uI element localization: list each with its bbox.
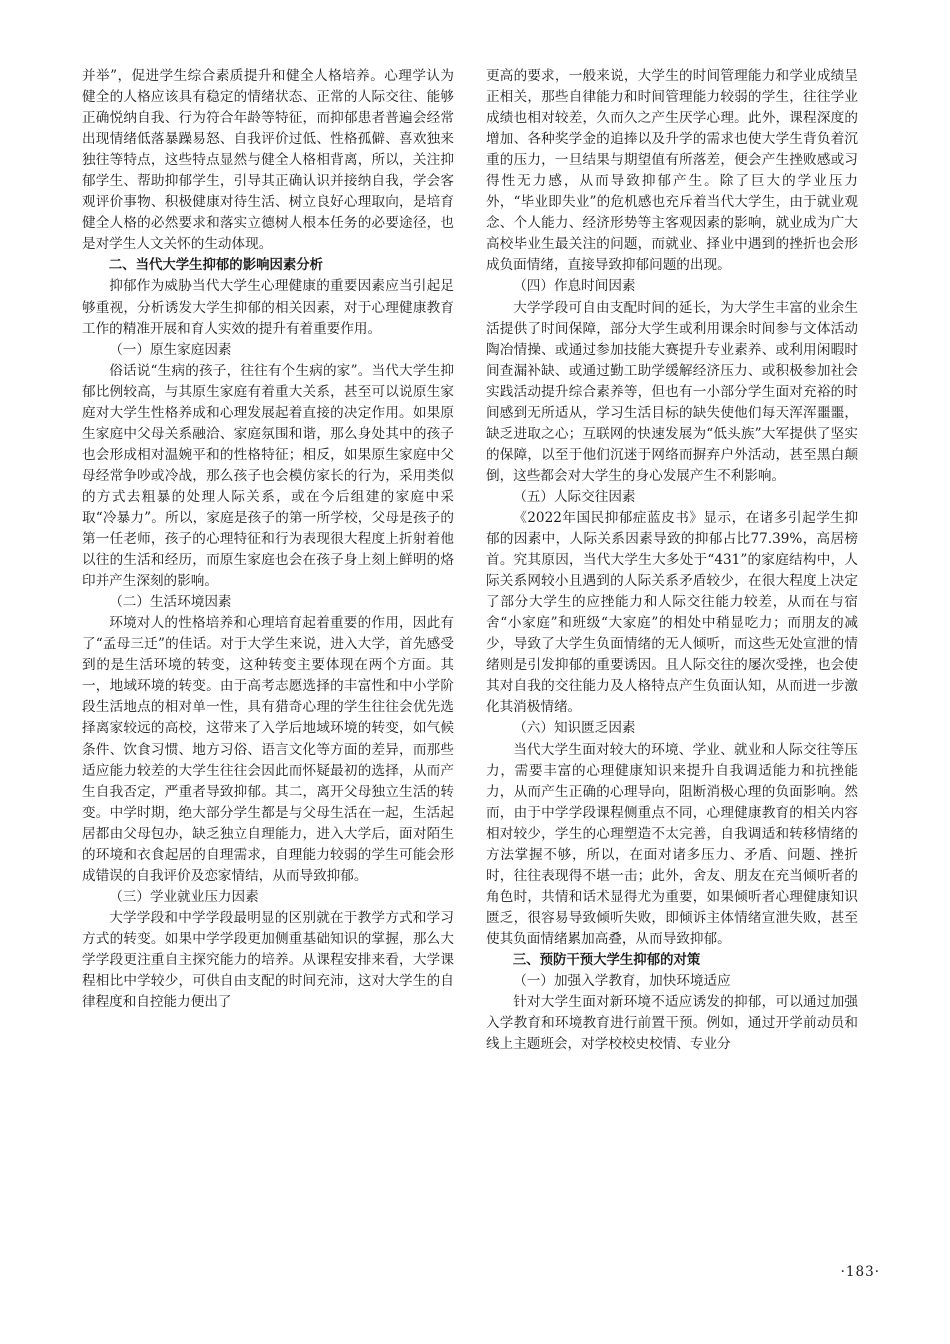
- section-heading-2: 二、当代大学生抑郁的影响因素分析: [108, 258, 324, 274]
- page-number: ·183·: [840, 1264, 880, 1280]
- right-column: [486, 66, 858, 1055]
- body-paragraph: 当代大学生面对较大的环境、学业、就业和人际交往等压力，需要丰富的心理健康知识来提升自我调适能力和抗挫能力，从而产生正确的心理导向，阻断消极心理的负面影响。然而，由于中学学段课程侧重点不同，心理健康教育的相关内容相对较少，学生的心理塑造不太完善，自我调适和转移情绪的方法掌握不够，所以，在面对诸多压力、矛盾、问题、挫折时，往往表现得不堪一击；此外，舍友、朋友在充当倾听者的角色时，共情和话术显得尤为重要，如果倾听者心理健康知识匮乏，很容易导致倾听失败，即倾诉主体情绪宣泄失败，甚至使其负面情绪累加高叠，从而导致抑郁。: [486, 741, 858, 947]
- subsection-heading-4: （四）作息时间因素: [513, 278, 636, 295]
- body-paragraph: 《2022年国民抑郁症蓝皮书》显示，在诸多引起学生抑郁的因素中，人际关系因素导致的抑郁占比77.39%，高居榜首。究其原因，当代大学生大多处于“431”的家庭结构中，人际关系网较小且遇到的人际关系矛盾较少，在很大程度上决定了部分大学生的应挫能力和人际交往能力较差，从而在与宿舍“小家庭”和班级“大家庭”的相处中稍显吃力；而朋友的减少，导致了大学生负面情绪的无人倾听，而这些无处宣泄的情绪则是引发抑郁的重要诱因。且人际交往的屡次受挫，也会使其对自我的交往能力及人格特点产生负面认知，从而进一步激化其消极情绪。: [486, 509, 858, 716]
- left-column: [82, 66, 454, 1013]
- subsection-heading-6: （六）知识匮乏因素: [513, 720, 636, 737]
- body-paragraph: 俗话说“生病的孩子，往往有个生病的家”。当代大学生抑郁比例较高，与其原生家庭有着重大关系，甚至可以说原生家庭对大学生性格养成和心理发展起着直接的决定作用。如果原生家庭中父母关系融洽、家庭氛围和谐，那么身处其中的孩子也会形成相对温婉平和的性格特征；相反，如果原生家庭中父母经常争吵或冷战，那么孩子也会模仿家长的行为，采用类似的方式去粗暴的处理人际关系，或在今后组建的家庭中采取“冷暴力”。所以，家庭是孩子的第一所学校，父母是孩子的第一任老师，孩子的心理特征和行为表现很大程度上折射着他以往的生活和经历，而原生家庭也会在孩子身上刻上鲜明的烙印并产生深刻的影响。: [82, 362, 454, 590]
- body-paragraph: 抑郁作为威胁当代大学生心理健康的重要因素应当引起足够重视，分析诱发大学生抑郁的相关因素，对于心理健康教育工作的精准开展和育人实效的提升有着重要作用。: [82, 278, 454, 337]
- subsection-heading-1: （一）原生家庭因素: [109, 341, 232, 358]
- body-paragraph: 大学学段和中学学段最明显的区别就在于教学方式和学习方式的转变。如果中学学段更加侧重基础知识的掌握，那么大学学段更注重自主探究能力的培养。从课程安排来看，大学课程相比中学较少，可供自由支配的时间充沛，这对大学生的自律程度和自控能力便出了: [82, 909, 454, 1011]
- subsection-heading-3: （三）学业就业压力因素: [109, 888, 259, 905]
- section-heading-3: 三、预防干预大学生抑郁的对策: [512, 952, 701, 968]
- subsection-heading-2: （二）生活环境因素: [109, 594, 232, 611]
- subsection-heading-7: （一）加强入学教育，加快环境适应: [513, 973, 731, 990]
- body-paragraph: 大学学段可自由支配时间的延长，为大学生丰富的业余生活提供了时间保障，部分大学生或利用课余时间参与文体活动陶冶情操、或通过参加技能大赛提升专业素养、或利用闲暇时间查漏补缺、或通过勤工助学缓解经济压力、或积极参加社会实践活动提升综合素养等，但也有一小部分学生面对充裕的时间感到无所适从，学习生活目标的缺失使他们每天浑浑噩噩，缺乏进取之心；互联网的快速发展为“低头族”大军提供了坚实的保障，以至于他们沉迷于网络而摒弃户外活动，甚至黑白颠倒，这些都会对大学生的身心发展产生不利影响。: [486, 299, 858, 484]
- body-paragraph: 环境对人的性格培养和心理培育起着重要的作用，因此有了“孟母三迁”的佳话。对于大学生来说，进入大学，首先感受到的是生活环境的转变，这种转变主要体现在两个方面。其一，地域环境的转变。由于高考志愿选择的丰富性和中小学阶段生活地点的相对单一性，具有猎奇心理的学生往往会优先选择离家较远的高校，这带来了入学后地域环境的转变，如气候条件、饮食习惯、地方习俗、语言文化等方面的差异，而那些适应能力较差的大学生往往会因此而怀疑最初的选择，从而产生自我否定，严重者导致抑郁。其二，离开父母独立生活的转变。中学时期，绝大部分学生都是与父母生活在一起，生活起居都由父母包办，缺乏独立自理能力，进入大学后，面对陌生的环境和衣食起居的自理需求，自理能力较弱的学生可能会形成错误的自我评价及恋家情结，从而导致抑郁。: [82, 615, 454, 884]
- subsection-heading-5: （五）人际交往因素: [513, 488, 636, 505]
- body-paragraph: 更高的要求，一般来说，大学生的时间管理能力和学业成绩呈正相关，那些自律能力和时间管理能力较弱的学生，往往学业成绩也相对较差，久而久之产生厌学心理。此外，课程深度的增加、各种奖学金的追捧以及升学的需求也使大学生背负着沉重的压力，一旦结果与期望值有所落差，便会产生挫败感或习得性无力感，从而导致抑郁产生。除了巨大的学业压力外，“毕业即失业”的危机感也充斥着当代大学生，由于就业观念、个人能力、经济形势等主客观因素的影响，就业成为广大高校毕业生最关注的问题，而就业、择业中遇到的挫折也会形成负面情绪，直接导致抑郁问题的出现。: [486, 68, 858, 274]
- body-paragraph: 并举”，促进学生综合素质提升和健全人格培养。心理学认为健全的人格应该具有稳定的情绪状态、正常的人际交往、能够正确悦纳自我、行为符合年龄等特征，而抑郁患者普遍会经常出现情绪低落暴躁易怒、自我评价过低、性格孤僻、喜欢独来独往等特点，这些特点显然与健全人格相背离，所以，关注抑郁学生、帮助抑郁学生，引导其正确认识并接纳自我，学会客观评价事物、积极健康对待生活、树立良好心理取向，是培育健全人格的必然要求和落实立德树人根本任务的必要途径，也是对学生人文关怀的生动体现。: [82, 68, 454, 253]
- body-paragraph: 针对大学生面对新环境不适应诱发的抑郁，可以通过加强入学教育和环境教育进行前置干预。例如，通过开学前动员和线上主题班会，对学校校史校情、专业分: [486, 994, 858, 1053]
